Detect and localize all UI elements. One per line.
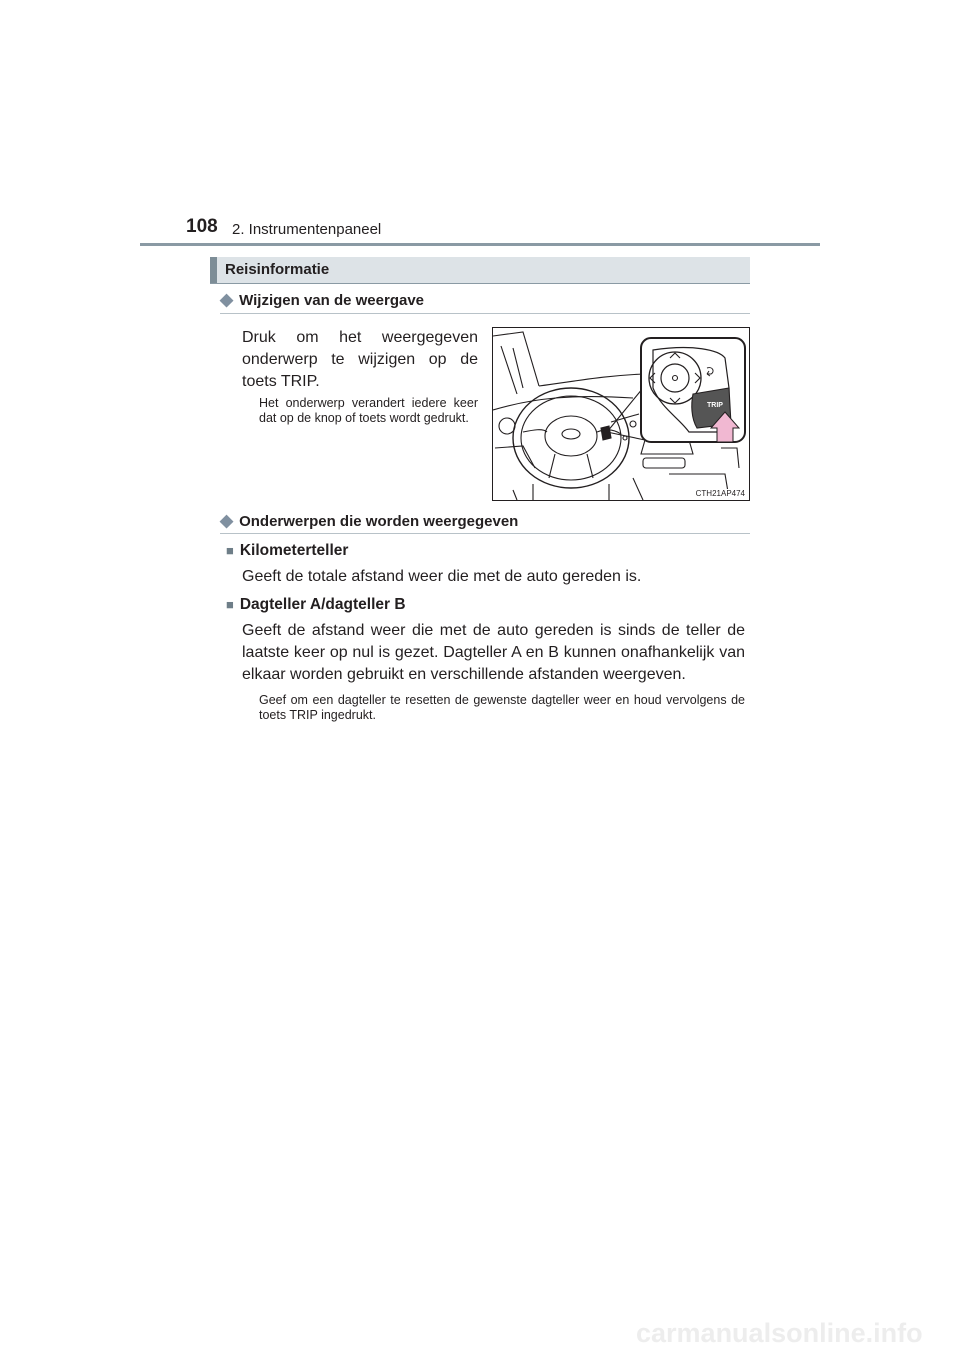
steering-wheel-drawing <box>493 328 749 500</box>
instruction-note: Het onderwerp verandert iedere keer dat op de knop of toets wordt gedrukt. <box>259 396 478 425</box>
subheading-displayed-items <box>220 511 518 531</box>
trip-meter-text: Geeft de afstand weer die met de auto gereden is sinds de teller de laatste keer op nul is gezet. Dagteller A en B kunnen onafhankelijk van elkaar worden gebruikt en verschillende afstanden weergeven. <box>242 622 745 683</box>
subheading-rule <box>220 533 750 534</box>
odometer-text: Geeft de totale afstand weer die met de auto gereden is. <box>242 568 642 585</box>
trip-button-label: TRIP <box>707 402 723 409</box>
item-title: Kilometerteller <box>239 542 349 559</box>
dashboard-illustration <box>492 327 750 501</box>
page-number: 108 <box>186 216 218 237</box>
diamond-icon: ◆ <box>220 290 234 309</box>
subheading-rule <box>220 313 750 314</box>
subheading-text: Wijzigen van de weergave <box>239 292 425 309</box>
subheading-change-display <box>220 290 424 310</box>
section-header <box>210 257 750 284</box>
trip-meter-heading <box>226 596 406 614</box>
square-bullet-icon: ■ <box>226 543 234 558</box>
subheading-text: Onderwerpen die worden weergegeven <box>239 513 519 530</box>
item-title: Dagteller A/dagteller B <box>239 596 406 613</box>
chapter-title: 2. Instrumentenpaneel <box>232 221 382 238</box>
watermark: carmanualsonline.info <box>636 1318 923 1348</box>
section-accent <box>210 257 217 283</box>
section-title: Reisinformatie <box>225 261 330 278</box>
odometer-heading <box>226 542 348 560</box>
diamond-icon: ◆ <box>220 511 234 530</box>
square-bullet-icon: ■ <box>226 597 234 612</box>
instruction-text: Druk om het weergegeven onderwerp te wijzigen op de toets TRIP. <box>242 329 478 390</box>
header-rule <box>140 243 820 246</box>
trip-meter-note: Geef om een dagteller te resetten de gewenste dagteller weer en houd vervolgens de toets TRIP ingedrukt. <box>259 693 745 722</box>
figure-label: CTH21AP474 <box>695 489 745 498</box>
